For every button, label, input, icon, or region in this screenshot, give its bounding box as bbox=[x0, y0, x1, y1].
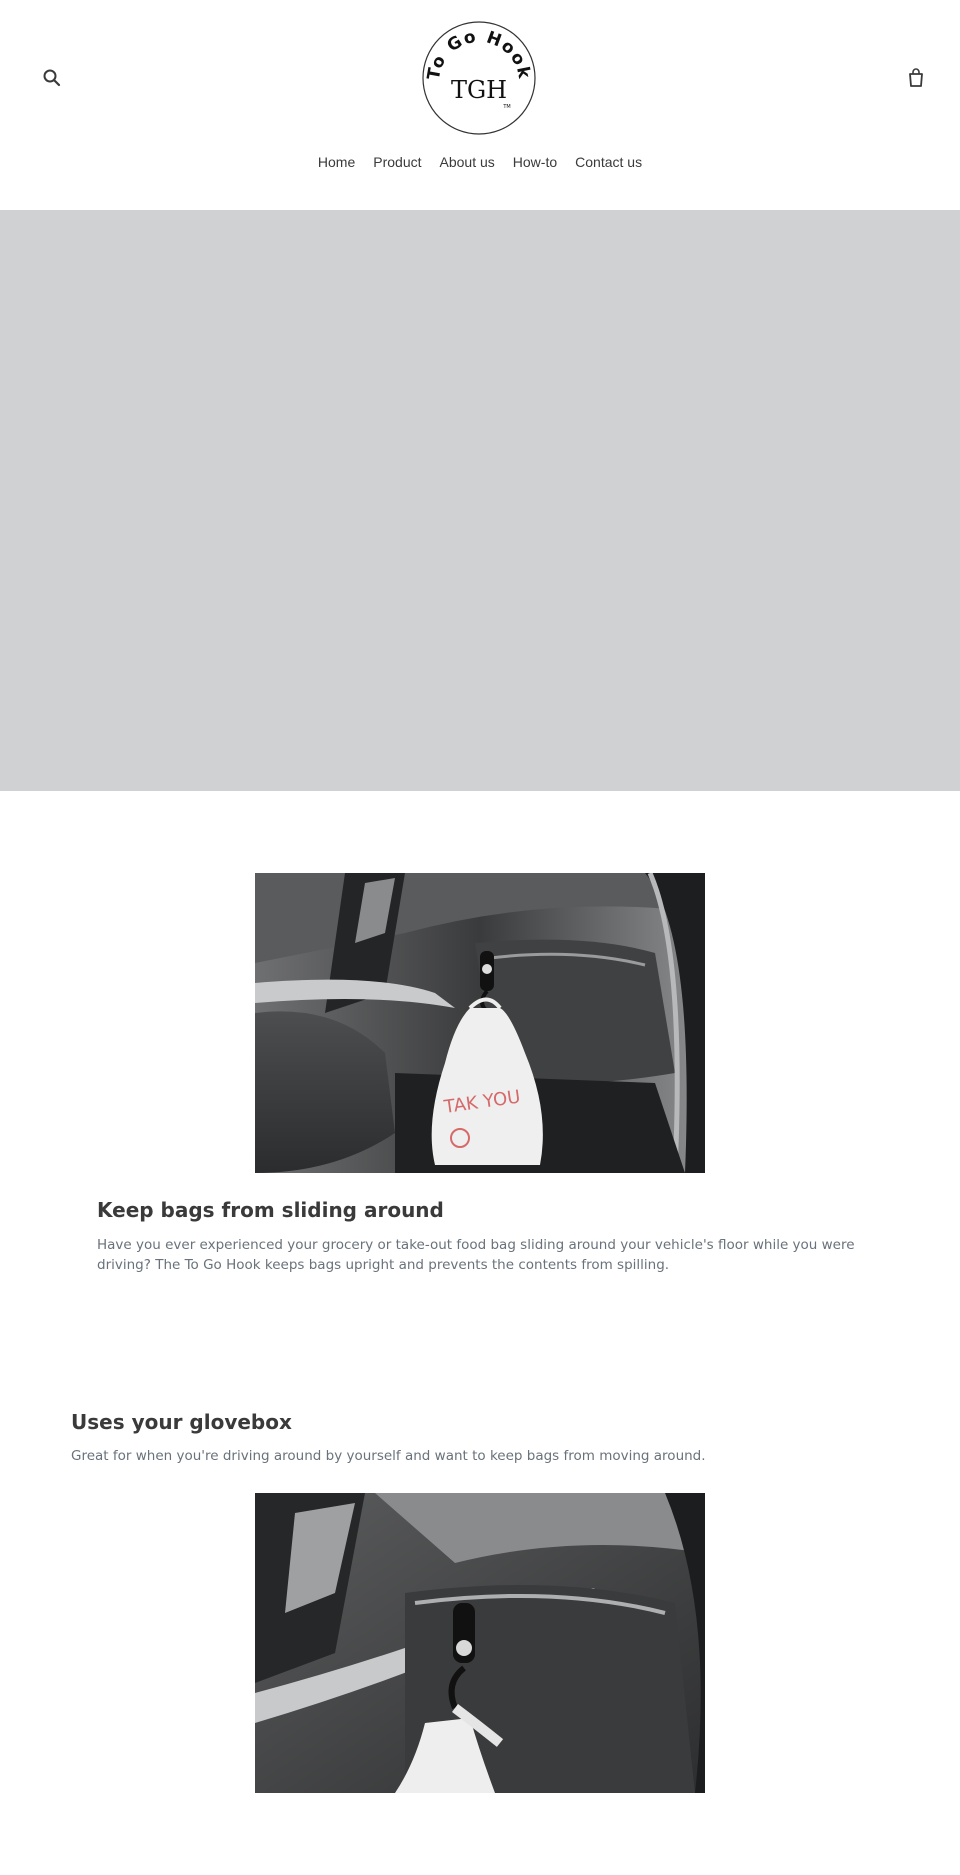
nav-product[interactable]: Product bbox=[373, 154, 422, 170]
site-header bbox=[0, 0, 960, 210]
main-nav bbox=[0, 150, 960, 174]
cart-button[interactable] bbox=[904, 66, 928, 90]
glovebox-hook-photo bbox=[255, 1493, 705, 1793]
logo[interactable] bbox=[421, 20, 537, 136]
search-icon bbox=[40, 66, 64, 90]
nav-about-us[interactable]: About us bbox=[439, 154, 495, 170]
nav-how-to[interactable]: How-to bbox=[512, 154, 558, 170]
feature-title-glovebox: Uses your glovebox bbox=[71, 1410, 292, 1434]
feature-text-glovebox: Great for when you're driving around by yourself and want to keep bags from moving around. bbox=[71, 1448, 706, 1464]
hero-banner bbox=[0, 210, 960, 791]
logo-text: To Go Hook bbox=[423, 26, 535, 82]
cart-icon bbox=[904, 66, 928, 90]
nav-contact-us[interactable]: Contact us bbox=[575, 154, 643, 170]
logo-trademark: TM bbox=[503, 104, 511, 110]
search-button[interactable] bbox=[40, 66, 64, 90]
logo-monogram: TGH bbox=[450, 76, 508, 104]
feature-text-sliding: Have you ever experienced your grocery or take-out food bag sliding around your vehicle's floor while you were driving? The To Go Hook keeps bags upright and prevents the contents from spilling. bbox=[97, 1237, 855, 1273]
bag-print-text: TAK YOU bbox=[442, 1086, 522, 1118]
car-interior-hook-bag-photo bbox=[255, 873, 705, 1173]
feature-title-sliding: Keep bags from sliding around bbox=[97, 1198, 444, 1222]
nav-home[interactable]: Home bbox=[317, 154, 356, 170]
